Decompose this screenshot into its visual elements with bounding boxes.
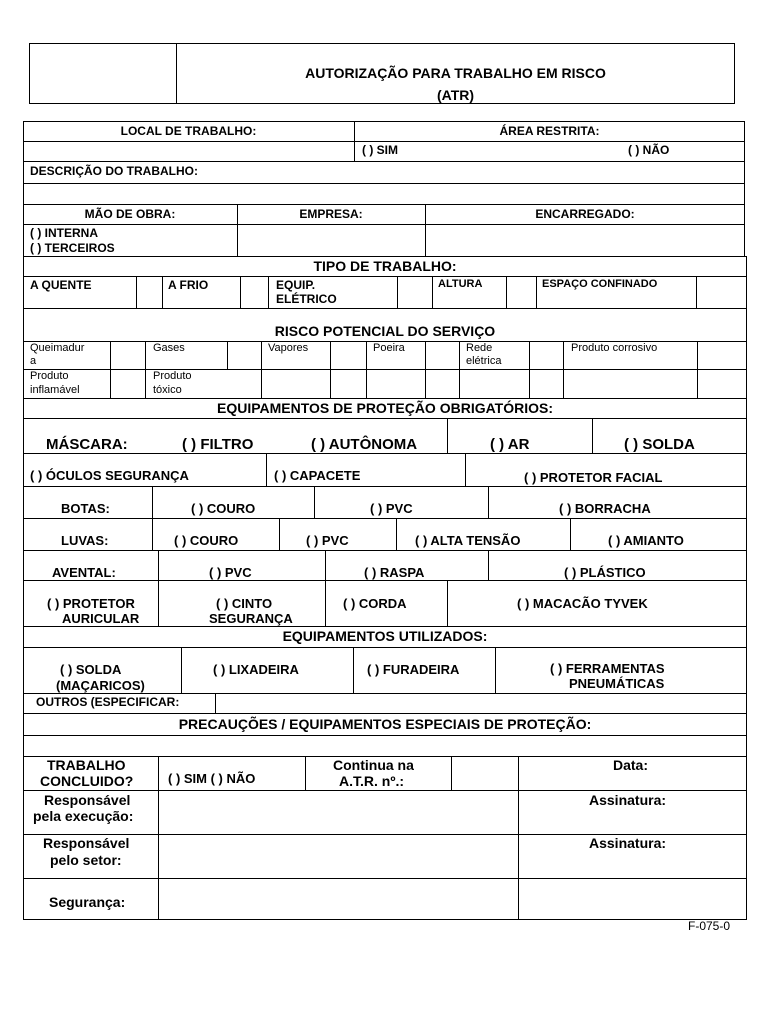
outros-field[interactable]: [216, 694, 746, 713]
botas-couro[interactable]: ( ) COURO: [191, 501, 256, 516]
encarregado-field[interactable]: [425, 224, 745, 257]
tipo-frio: A FRIO: [168, 278, 209, 292]
oculos-option[interactable]: ( ) ÓCULOS SEGURANÇA: [30, 468, 189, 483]
risco-corrosivo: Produto corrosivo: [571, 342, 658, 354]
risco-queimadura-1: Queimadur: [30, 342, 85, 354]
botas-borracha[interactable]: ( ) BORRACHA: [559, 501, 651, 516]
precaucoes-field[interactable]: [23, 736, 747, 756]
trabalho-concluido-2: CONCLUIDO?: [40, 773, 134, 789]
risco-title: RISCO POTENCIAL DO SERVIÇO: [274, 323, 496, 339]
avental-label: AVENTAL:: [52, 565, 116, 580]
resp-execucao-1: Responsável: [44, 792, 131, 808]
tipo-altura: ALTURA: [438, 278, 483, 290]
resp-execucao-2: pela execução:: [33, 808, 134, 824]
tipo-equip-1: EQUIP.: [276, 278, 316, 292]
assinatura-execucao-label: Assinatura:: [589, 792, 667, 808]
luvas-pvc[interactable]: ( ) PVC: [306, 533, 349, 548]
protetor-facial-option[interactable]: ( ) PROTETOR FACIAL: [524, 470, 663, 485]
botas-pvc[interactable]: ( ) PVC: [370, 501, 413, 516]
outros-label: OUTROS (ESPECIFICAR:: [36, 695, 180, 709]
empresa-label: EMPRESA:: [299, 207, 363, 221]
resp-setor-2: pelo setor:: [50, 852, 122, 868]
risco-rede-1: Rede: [466, 342, 493, 354]
resp-execucao-field[interactable]: [159, 791, 518, 834]
capacete-option[interactable]: ( ) CAPACETE: [274, 468, 361, 483]
form-subtitle: (ATR): [436, 87, 475, 103]
corda-option[interactable]: ( ) CORDA: [343, 596, 407, 611]
tipo-trabalho-title: TIPO DE TRABALHO:: [313, 258, 457, 274]
mascara-label: MÁSCARA:: [46, 436, 128, 453]
lixadeira-option[interactable]: ( ) LIXADEIRA: [213, 662, 299, 677]
mascara-ar[interactable]: ( ) AR: [490, 436, 530, 453]
mascara-solda[interactable]: ( ) SOLDA: [624, 436, 695, 453]
tipo-confinado: ESPAÇO CONFINADO: [542, 278, 658, 290]
concluido-sim-nao[interactable]: ( ) SIM ( ) NÃO: [168, 771, 256, 786]
risco-gases: Gases: [153, 342, 185, 354]
ferramentas-pneumaticas-2: PNEUMÁTICAS: [569, 676, 665, 691]
risco-queimadura-2: a: [30, 355, 37, 367]
area-sim-option[interactable]: ( ) SIM: [362, 143, 398, 157]
continua-atr-1: Continua na: [333, 757, 414, 773]
solda-macaricos-2: (MAÇARICOS): [56, 678, 145, 693]
macacao-tyvek-option[interactable]: ( ) MACACÃO TYVEK: [517, 596, 648, 611]
luvas-amianto[interactable]: ( ) AMIANTO: [608, 533, 684, 548]
botas-label: BOTAS:: [61, 501, 110, 516]
furadeira-option[interactable]: ( ) FURADEIRA: [367, 662, 460, 677]
avental-plastico[interactable]: ( ) PLÁSTICO: [564, 565, 646, 580]
luvas-alta-tensao[interactable]: ( ) ALTA TENSÃO: [415, 533, 521, 548]
cinto-seguranca-1[interactable]: ( ) CINTO: [216, 596, 273, 611]
tipo-altura-checkbox[interactable]: [507, 277, 536, 307]
local-label: LOCAL DE TRABALHO:: [120, 124, 257, 138]
mascara-filtro[interactable]: ( ) FILTRO: [182, 436, 254, 453]
mao-obra-label: MÃO DE OBRA:: [84, 207, 176, 221]
tipo-quente: A QUENTE: [30, 278, 92, 292]
tipo-frio-checkbox[interactable]: [241, 277, 268, 307]
solda-macaricos-1[interactable]: ( ) SOLDA: [60, 662, 122, 677]
area-restrita-label: ÁREA RESTRITA:: [499, 124, 600, 138]
interna-option[interactable]: ( ) INTERNA: [30, 226, 98, 240]
resp-setor-field[interactable]: [159, 835, 518, 878]
tipo-confinado-checkbox[interactable]: [697, 277, 746, 307]
tipo-quente-checkbox[interactable]: [137, 277, 162, 307]
tipo-equip-checkbox[interactable]: [398, 277, 432, 307]
seguranca-label: Segurança:: [49, 894, 126, 910]
assinatura-setor-label: Assinatura:: [589, 835, 667, 851]
risco-inflamavel-2: inflamável: [30, 384, 80, 396]
terceiros-option[interactable]: ( ) TERCEIROS: [30, 241, 115, 255]
risco-vapores: Vapores: [268, 342, 309, 354]
continua-atr-2: A.T.R. nº.:: [339, 773, 404, 789]
trabalho-concluido-1: TRABALHO: [47, 757, 126, 773]
form-title: AUTORIZAÇÃO PARA TRABALHO EM RISCO: [305, 65, 606, 81]
risco-rede-2: elétrica: [466, 355, 502, 367]
form-code: F-075-0: [688, 919, 731, 933]
area-nao-option[interactable]: ( ) NÃO: [628, 143, 670, 157]
risco-toxico-2: tóxico: [153, 384, 182, 396]
empresa-field[interactable]: [237, 224, 425, 257]
avental-raspa[interactable]: ( ) RASPA: [364, 565, 425, 580]
utilizados-title: EQUIPAMENTOS UTILIZADOS:: [282, 628, 488, 644]
seguranca-field[interactable]: [159, 879, 518, 920]
avental-pvc[interactable]: ( ) PVC: [209, 565, 252, 580]
mascara-autonoma[interactable]: ( ) AUTÔNOMA: [311, 436, 418, 453]
continua-atr-field[interactable]: [452, 757, 518, 790]
luvas-label: LUVAS:: [61, 533, 109, 548]
ferramentas-pneumaticas-1[interactable]: ( ) FERRAMENTAS: [550, 661, 665, 676]
tipo-equip-2: ELÉTRICO: [276, 292, 337, 306]
luvas-couro[interactable]: ( ) COURO: [174, 533, 239, 548]
descricao-field[interactable]: [23, 183, 745, 204]
resp-setor-1: Responsável: [43, 835, 130, 851]
risco-inflamavel-1: Produto: [30, 370, 69, 382]
epi-title: EQUIPAMENTOS DE PROTEÇÃO OBRIGATÓRIOS:: [216, 400, 554, 416]
descricao-label: DESCRIÇÃO DO TRABALHO:: [30, 164, 198, 178]
protetor-auricular-1[interactable]: ( ) PROTETOR: [47, 596, 135, 611]
cinto-seguranca-2: SEGURANÇA: [209, 611, 293, 626]
data-label: Data:: [613, 757, 649, 773]
protetor-auricular-2: AURICULAR: [62, 611, 140, 626]
precaucoes-title: PRECAUÇÕES / EQUIPAMENTOS ESPECIAIS DE PROTEÇÃO:: [178, 716, 592, 732]
encarregado-label: ENCARREGADO:: [535, 207, 635, 221]
risco-poeira: Poeira: [373, 342, 405, 354]
risco-toxico-1: Produto: [153, 370, 192, 382]
